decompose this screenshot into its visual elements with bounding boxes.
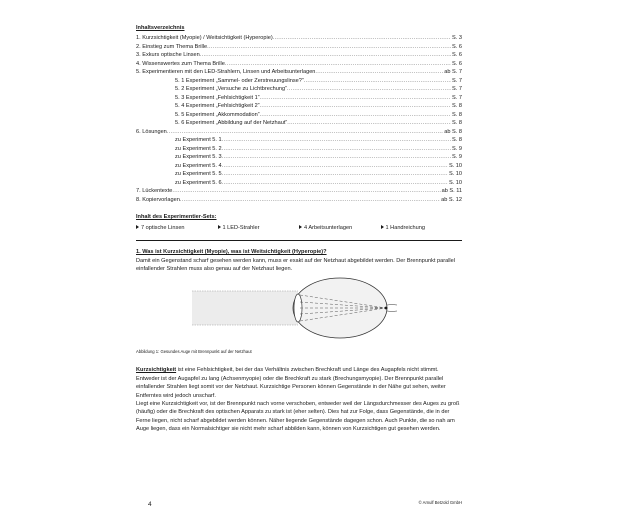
section-title: 1. Was ist Kurzsichtigkeit (Myopie), was ist Weitsichtigkeit (Hyperopie)? (136, 249, 327, 256)
myopia-paragraph (136, 366, 462, 400)
table-of-contents (136, 34, 462, 204)
set-item: 7 optische Linsen (136, 224, 218, 232)
toc-subentry (136, 145, 462, 154)
toc-subentry (136, 111, 462, 120)
myopia-details-paragraph: Liegt eine Kurzsichtigkeit vor, ist der Brennpunkt nach vorne verschoben, entweder weil der Längsdurchmesser des Auges zu groß (häufig) oder die Brechkraft des optischen Apparats zu stark ist (eher selten). Dies hat zur Folge, dass Gegenstände, die in der Ferne liegen, nicht scharf abgebildet werden können. Näher liegende Gegenstände dagegen schon. Auch Punkte, die so nah am Auge liegen, dass ein Normalsichtiger sie nicht mehr scharf abbilden kann, können von Kurzsichtigen gut gesehen werden. (136, 401, 460, 433)
focal-point-icon (385, 307, 388, 310)
toc-entry-label: 5. 5 Experiment „Akkommodation“ (175, 111, 260, 118)
optic-nerve-icon (387, 305, 397, 312)
toc-entry (136, 43, 462, 52)
toc-subentry (136, 77, 462, 86)
toc-entry (136, 128, 462, 137)
toc-entry (136, 60, 462, 69)
toc-entry-page: S. 8 (452, 137, 462, 144)
page-number: 4 (148, 501, 152, 508)
toc-entry-label: 5. 2 Experiment „Versuche zu Lichtbrechung“ (175, 86, 287, 93)
toc-entry-label: 5. 4 Experiment „Fehlsichtigkeit 2“ (175, 103, 260, 110)
toc-entry-page: S. 7 (452, 86, 462, 93)
toc-entry-page: S. 9 (452, 154, 462, 161)
triangle-bullet-icon (136, 225, 139, 229)
triangle-bullet-icon (218, 225, 221, 229)
toc-entry (136, 68, 462, 77)
document-page (136, 24, 462, 434)
toc-subentry (136, 170, 462, 179)
toc-subentry (136, 102, 462, 111)
toc-entry-page: S. 6 (452, 43, 462, 50)
triangle-bullet-icon (299, 225, 302, 229)
toc-entry (136, 187, 462, 196)
toc-entry-label: 1. Kurzsichtigkeit (Myopie) / Weitsichtigkeit (Hyperopie) (136, 35, 273, 42)
toc-entry (136, 196, 462, 205)
set-item: 4 Arbeitsunterlagen (299, 224, 381, 232)
toc-entry-page: S. 8 (452, 103, 462, 110)
toc-entry-label: zu Experiment 5. 4 (175, 162, 222, 169)
section-divider (136, 240, 462, 241)
toc-entry-label: 8. Kopiervorlagen (136, 196, 180, 203)
set-item: 1 Handreichung (381, 224, 463, 232)
toc-entry-label: zu Experiment 5. 2 (175, 145, 222, 152)
eye-figure (136, 277, 462, 347)
toc-entry-label: 5. 3 Experiment „Fehlsichtigkeit 1“ (175, 94, 260, 101)
toc-entry-label: 4. Wissenswertes zum Thema Brille (136, 60, 225, 67)
toc-entry-page: ab S. 12 (441, 196, 462, 203)
toc-entry-label: 5. 1 Experiment „Sammel- oder Zerstreuungslinse?“ (175, 77, 304, 84)
incoming-light-beam (192, 291, 298, 325)
toc-entry-page: S. 6 (452, 60, 462, 67)
toc-entry-page: S. 10 (448, 179, 462, 186)
set-item: 1 LED-Strahler (218, 224, 300, 232)
toc-subentry (136, 94, 462, 103)
toc-entry-page: S. 6 (452, 52, 462, 59)
toc-title: Inhaltsverzeichnis (136, 25, 185, 31)
toc-subentry (136, 179, 462, 188)
toc-entry-page: ab S. 11 (441, 188, 462, 195)
toc-entry-label: zu Experiment 5. 5 (175, 171, 222, 178)
toc-entry-label: zu Experiment 5. 3 (175, 154, 222, 161)
sets-list (136, 224, 462, 232)
myopia-definition: ist eine Fehlsichtigkeit, bei der das Verhältnis zwischen Brechkraft und Länge des Augapfels nicht stimmt. Entweder ist der Augapfel zu lang (Achsenmyopie) oder die Brechkraft zu stark (Brechungsmyopie). Der Brennpunkt parallel einfallender Strahlen liegt somit vor der Netzhaut. Kurzsichtige Personen können Gegenstände in der Nähe gut sehen, weiter Entferntes wird jedoch unscharf. (136, 367, 446, 399)
toc-entry-label: zu Experiment 5. 6 (175, 179, 222, 186)
toc-entry-page: S. 10 (448, 162, 462, 169)
toc-entry-page: ab S. 8 (444, 128, 462, 135)
toc-entry-page: S. 3 (452, 35, 462, 42)
triangle-bullet-icon (381, 225, 384, 229)
toc-entry-label: 2. Einstieg zum Thema Brille (136, 43, 208, 50)
myopia-term: Kurzsichtigkeit (136, 367, 177, 374)
toc-entry-label: 5. 6 Experiment „Abbildung auf der Netzhaut“ (175, 120, 288, 127)
toc-subentry (136, 153, 462, 162)
toc-entry-page: ab S. 7 (444, 69, 462, 76)
toc-entry-label: 6. Lösungen (136, 128, 167, 135)
healthy-eye-diagram (136, 277, 462, 347)
toc-entry-label: zu Experiment 5. 1 (175, 137, 222, 144)
sets-title: Inhalt des Experimentier-Sets: (136, 214, 217, 221)
toc-entry-page: S. 7 (452, 77, 462, 84)
toc-entry-label: 5. Experimentieren mit den LED-Strahlern, Linsen und Arbeitsunterlagen (136, 69, 316, 76)
toc-entry (136, 51, 462, 60)
toc-subentry (136, 85, 462, 94)
toc-subentry (136, 119, 462, 128)
toc-entry-page: S. 9 (452, 145, 462, 152)
intro-paragraph: Damit ein Gegenstand scharf gesehen werden kann, muss er exakt auf der Netzhaut abgebildet werden. Der Brennpunkt parallel einfallender Strahlen muss also genau auf der Netzhaut liegen. (136, 257, 456, 273)
toc-entry-page: S. 7 (452, 94, 462, 101)
figure-caption: Abbildung 1: Gesundes Auge mit Brennpunkt auf der Netzhaut (136, 349, 252, 355)
toc-entry-page: S. 8 (452, 111, 462, 118)
toc-subentry (136, 136, 462, 145)
toc-entry-label: 3. Exkurs optische Linsen (136, 52, 200, 59)
toc-entry-page: S. 8 (452, 120, 462, 127)
page-footer (136, 500, 462, 509)
copyright-notice: © Arnulf Betzold GmbH (418, 500, 462, 505)
toc-entry (136, 34, 462, 43)
toc-subentry (136, 162, 462, 171)
toc-entry-label: 7. Lückentexte (136, 188, 173, 195)
toc-entry-page: S. 10 (448, 171, 462, 178)
